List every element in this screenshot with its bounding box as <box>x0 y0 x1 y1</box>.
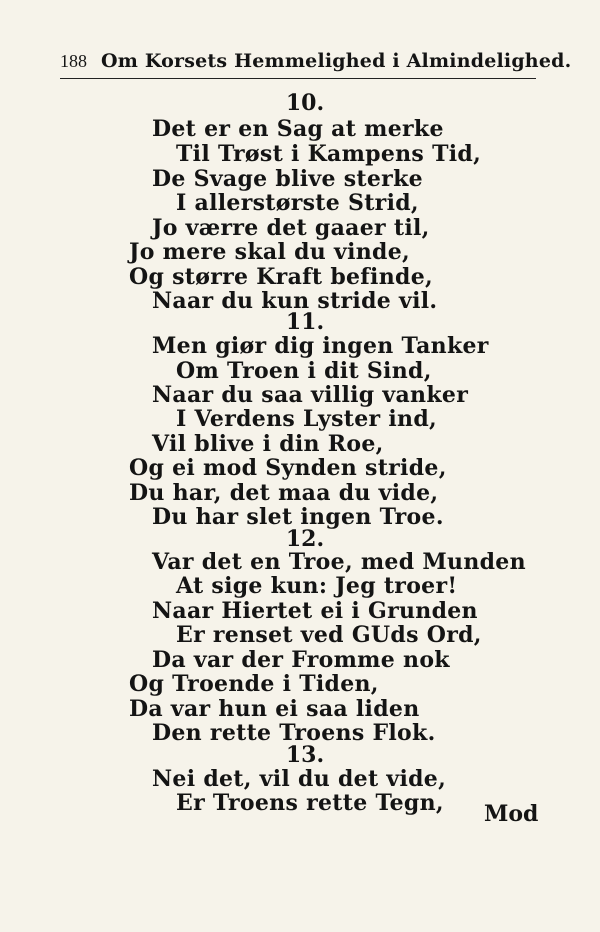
verse-line: Jo værre det gaaer til, <box>152 215 430 241</box>
page-header <box>60 50 572 72</box>
verse-line: Nei det, vil du det vide, <box>152 766 447 792</box>
verse-line: Du har slet ingen Troe. <box>152 504 444 530</box>
verse-line: Men giør dig ingen Tanker <box>152 333 489 359</box>
page-number: 188 <box>60 51 87 71</box>
verse-line: De Svage blive sterke <box>152 166 423 192</box>
verse-line: Og ei mod Synden stride, <box>129 455 447 481</box>
verse-line: Da var hun ei saa liden <box>129 696 420 722</box>
verse-line: Er Troens rette Tegn, <box>176 790 444 816</box>
verse-line: Da var der Fromme nok <box>152 647 450 673</box>
verse-line: Til Trøst i Kampens Tid, <box>176 141 482 167</box>
verse-line: Og større Kraft befinde, <box>129 264 433 290</box>
verse-line: Naar du saa villig vanker <box>152 382 469 408</box>
verse-line: Den rette Troens Flok. <box>152 720 436 746</box>
verse-line: Og Troende i Tiden, <box>129 671 379 697</box>
verse-line: Naar Hiertet ei i Grunden <box>152 598 478 624</box>
verse-line: Vil blive i din Roe, <box>152 431 384 457</box>
stanza-number: 11. <box>285 309 325 335</box>
verse-line: I Verdens Lyster ind, <box>176 406 437 432</box>
verse-line: Du har, det maa du vide, <box>129 480 439 506</box>
verse-line: Jo mere skal du vinde, <box>129 239 410 265</box>
header-rule <box>60 78 536 79</box>
verse-line: Det er en Sag at merke <box>152 116 444 142</box>
stanza-number: 13. <box>285 742 325 768</box>
stanza-number: 10. <box>285 90 325 116</box>
verse-line: Naar du kun stride vil. <box>152 288 438 314</box>
verse-line: At sige kun: Jeg troer! <box>176 573 458 599</box>
running-head: Om Korsets Hemmelighed i Almindelighed. <box>101 50 572 72</box>
stanza-number: 12. <box>285 526 325 552</box>
verse-line: Var det en Troe, med Munden <box>152 549 526 575</box>
verse-line: Er renset ved GUds Ord, <box>176 622 482 648</box>
verse-line: Om Troen i dit Sind, <box>176 358 432 384</box>
catchword: Mod <box>484 801 539 827</box>
verse-line: I allerstørste Strid, <box>176 190 419 216</box>
